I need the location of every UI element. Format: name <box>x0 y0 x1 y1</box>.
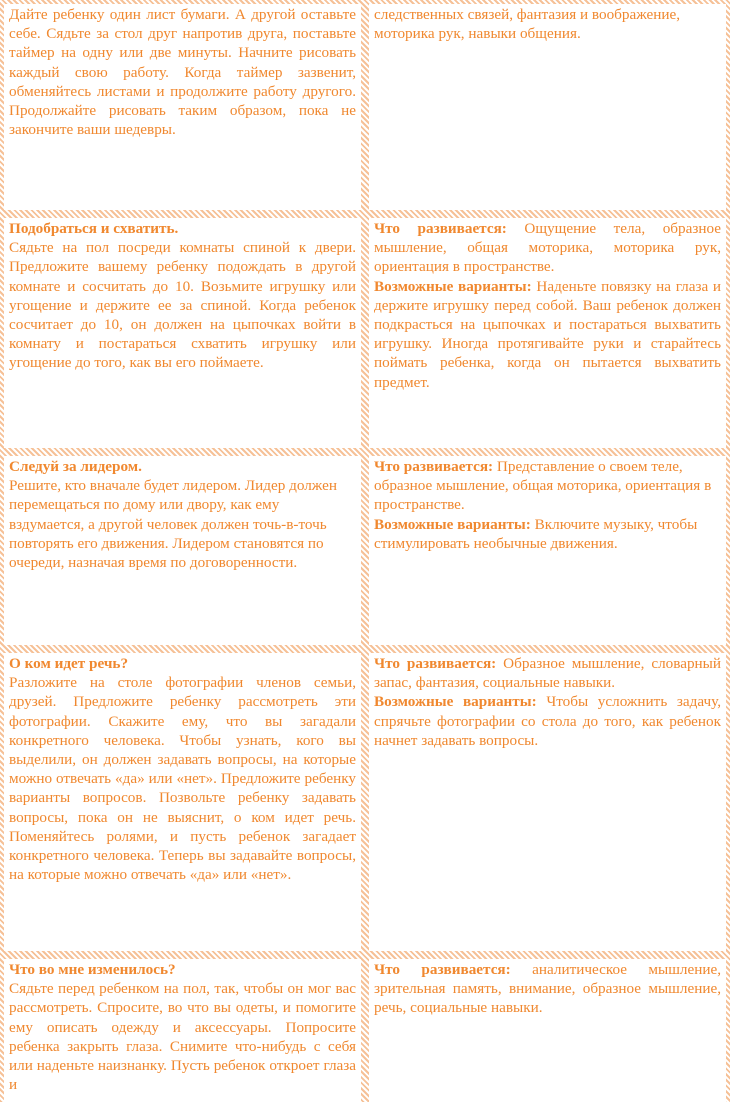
activity-3-develops-label: Что развивается: <box>374 458 494 475</box>
activity-4-title: О ком идет речь? <box>9 655 129 672</box>
activity-5-develops-text: аналитическое мышление, зрительная память, внимание, образное мышление, речь, социальные навыки. <box>374 961 722 1017</box>
activity-5-description-cell <box>4 959 361 1102</box>
activity-2-title: Подобраться и схватить. <box>9 220 179 237</box>
activity-2-variants <box>374 277 721 392</box>
activity-3-description-cell <box>4 456 361 645</box>
activity-5-details-cell <box>369 959 726 1102</box>
activity-4-body: Разложите на столе фотографии членов семьи, друзей. Предложите ребенку рассмотреть эти фотографии. Скажите ему, что вы загадали конкретного человека. Чтобы узнать, кого вы выделили, он должен задавать вопросы, на которые можно отвечать «да» или «нет». Предложите ребенку варианты вопросов. Позвольте ребенку задавать вопросы, пока он не выяснит, о ком идет речь. Поменяйтесь ролями, и пусть ребенок загадает конкретного человека. Теперь вы задавайте вопросы, на которые можно отвечать «да» или «нет». <box>9 674 356 884</box>
activity-3-develops <box>374 457 721 515</box>
activity-4-variants-label: Возможные варианты: <box>374 693 537 711</box>
activity-1-body: Дайте ребенку один лист бумаги. А другой оставьте себе. Сядьте за стол друг напротив друга, поставьте таймер на одну или две минуты. Начните рисовать каждый свою работу. Когда таймер зазвенит, обменяйтесь листами и продолжите работу другого. Продолжайте рисовать таким образом, пока не закончите ваши шедевры. <box>9 6 356 139</box>
activity-4-develops <box>374 654 721 692</box>
activity-5-body: Сядьте перед ребенком на пол, так, чтобы он мог вас рассмотреть. Спросите, во что вы одеты, и помогите ему описать одежду и аксессуары. Попросите ребенка закрыть глаза. Снимите что-нибудь с себя или наденьте наизнанку. Пусть ребенок откроет глаза и <box>9 980 356 1094</box>
activity-5-develops-label: Что развивается: <box>374 961 511 978</box>
activity-2-details-cell <box>369 218 726 448</box>
activity-5-develops <box>374 960 721 1018</box>
activity-3-develops-text: Представление о своем теле, образное мышление, общая моторика, ориентация в пространстве. <box>374 458 712 514</box>
activity-1-description-cell <box>4 4 361 210</box>
activity-3-variants <box>374 515 721 553</box>
activity-2-develops-text: Ощущение тела, образное мышление, общая моторика, моторика рук, ориентация в пространстве. <box>374 220 722 276</box>
activity-4-details-cell <box>369 653 726 951</box>
activity-4-variants-text: Чтобы усложнить задачу, спрячьте фотографии со стола до того, как ребенок начнет задавать вопросы. <box>374 693 721 749</box>
activity-4-variants <box>374 692 721 750</box>
activity-5-title: Что во мне изменилось? <box>9 961 176 978</box>
activity-1-details-cell <box>369 4 726 210</box>
activity-3-variants-label: Возможные варианты: <box>374 515 531 533</box>
activity-2-description-cell <box>4 218 361 448</box>
activity-2-develops-label: Что развивается: <box>374 220 507 237</box>
activity-2-body: Сядьте на пол посреди комнаты спиной к двери. Предложите вашему ребенку подождать в другой комнате и сосчитать до 10. Возьмите игрушку или угощение и держите ее за спиной. Когда ребенок сосчитает до 10, он должен на цыпочках войти в комнату и постараться схватить игрушку или угощение до того, как вы его поймаете. <box>9 239 356 372</box>
activity-1-develops-text: следственных связей, фантазия и воображение, моторика рук, навыки общения. <box>374 6 681 43</box>
activity-4-develops-label: Что развивается: <box>374 655 497 672</box>
activity-2-variants-label: Возможные варианты: <box>374 277 532 295</box>
activity-4-develops-text: Образное мышление, словарный запас, фантазия, социальные навыки. <box>374 655 722 692</box>
activity-3-details-cell <box>369 456 726 645</box>
activity-2-develops <box>374 219 721 277</box>
activity-3-title: Следуй за лидером. <box>9 458 142 475</box>
activity-2-variants-text: Наденьте повязку на глаза и держите игрушку перед собой. Ваш ребенок должен подкрасться на цыпочках и постараться выхватить игрушку. Иногда протягивайте руки и старайтесь поймать ребенка, когда он пытается выхватить предмет. <box>374 277 722 391</box>
activity-3-body: Решите, кто вначале будет лидером. Лидер должен перемещаться по дому или двору, как ему вздумается, а другой человек должен точь-в-точь повторять его движения. Лидером становятся по очереди, назначая время по договоренности. <box>9 477 337 572</box>
activity-4-description-cell <box>4 653 361 951</box>
activity-3-variants-text: Включите музыку, чтобы стимулировать необычные движения. <box>374 515 698 552</box>
